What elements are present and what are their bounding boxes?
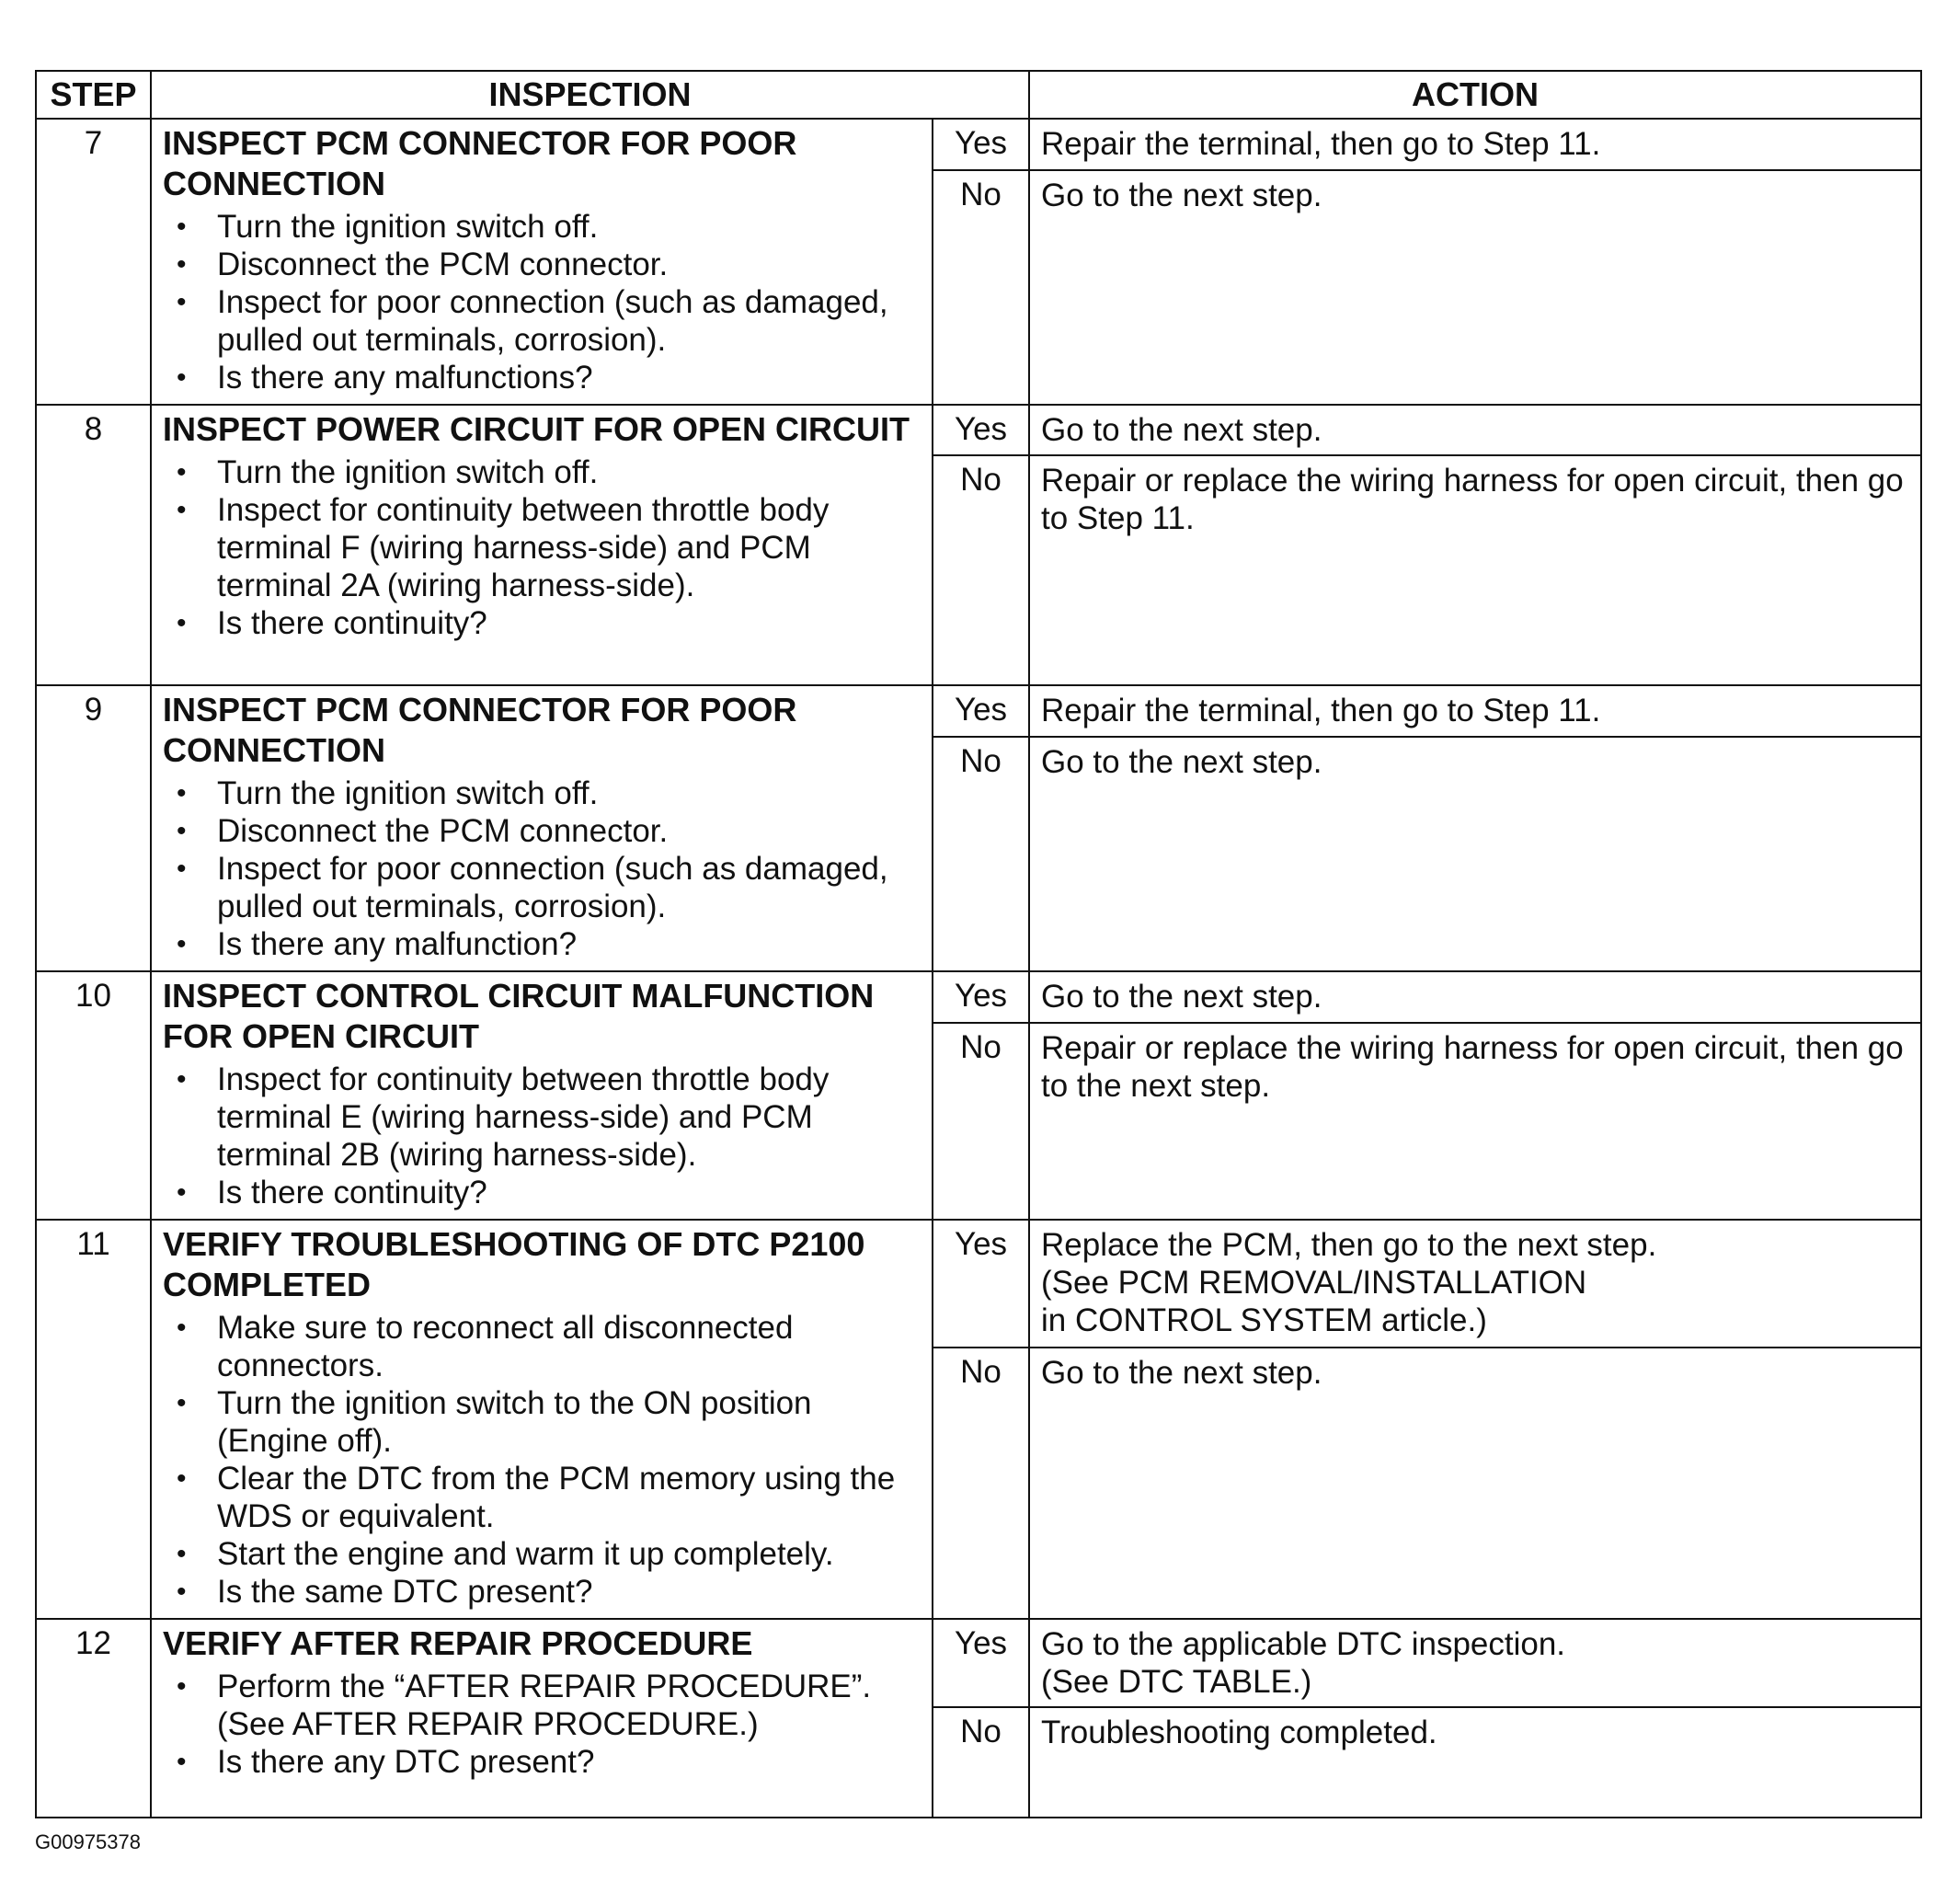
table-row — [36, 1619, 1921, 1707]
no-label: No — [933, 1348, 1029, 1619]
yes-action — [1029, 119, 1921, 170]
inspection-bullet: • Disconnect the PCM connector. — [217, 812, 924, 850]
inspection-bullet: • Is there continuity? — [217, 1174, 924, 1211]
inspection-bullet: • Turn the ignition switch off. — [217, 453, 924, 491]
header-action: ACTION — [1029, 71, 1921, 119]
yes-action-text: Repair the terminal, then go to Step 11. — [1041, 126, 1601, 162]
no-action-text: Go to the next step. — [1041, 178, 1322, 214]
inspection-cell — [151, 1220, 933, 1619]
yes-label: Yes — [933, 1220, 1029, 1348]
inspection-bullet: • Inspect for continuity between throttle body terminal F (wiring harness-side) and PCM terminal 2A (wiring harness-side). — [217, 491, 924, 604]
no-action — [1029, 737, 1921, 971]
header-step: STEP — [36, 71, 151, 119]
yes-action-text: Go to the next step. — [1041, 412, 1322, 448]
inspection-cell — [151, 685, 933, 971]
yes-action — [1029, 405, 1921, 455]
troubleshooting-table — [35, 70, 1922, 1818]
inspection-bullet: • Is there any malfunction? — [217, 925, 924, 963]
step-number: 10 — [36, 971, 151, 1220]
inspection-bullet: • Inspect for continuity between throttle body terminal E (wiring harness-side) and PCM terminal 2B (wiring harness-side). — [217, 1061, 924, 1174]
no-action — [1029, 170, 1921, 405]
yes-label: Yes — [933, 405, 1029, 455]
no-label: No — [933, 1707, 1029, 1818]
no-action — [1029, 1023, 1921, 1220]
inspection-bullet: • Disconnect the PCM connector. — [217, 246, 924, 283]
table-row — [36, 405, 1921, 455]
inspection-bullet: • Perform the “AFTER REPAIR PROCEDURE”. (See AFTER REPAIR PROCEDURE.) — [217, 1668, 924, 1743]
inspection-bullet: • Inspect for poor connection (such as damaged, pulled out terminals, corrosion). — [217, 283, 924, 359]
table-row — [36, 119, 1921, 170]
inspection-bullet: • Is there continuity? — [217, 604, 924, 642]
step-number: 12 — [36, 1619, 151, 1818]
inspection-title: INSPECT PCM CONNECTOR FOR POOR CONNECTION — [163, 124, 797, 202]
no-label: No — [933, 170, 1029, 405]
inspection-bullet: • Turn the ignition switch off. — [217, 208, 924, 246]
inspection-bullets — [163, 1061, 924, 1211]
step-number: 8 — [36, 405, 151, 685]
no-action-text: Go to the next step. — [1041, 1355, 1322, 1392]
inspection-title: INSPECT POWER CIRCUIT FOR OPEN CIRCUIT — [163, 410, 910, 448]
inspection-bullet: • Turn the ignition switch to the ON position (Engine off). — [217, 1384, 924, 1460]
figure-id: G00975378 — [35, 1830, 141, 1853]
inspection-bullet: • Start the engine and warm it up completely. — [217, 1535, 924, 1573]
yes-label: Yes — [933, 119, 1029, 170]
yes-action-text: Go to the next step. — [1041, 979, 1322, 1015]
no-action — [1029, 455, 1921, 685]
yes-action-note: in CONTROL SYSTEM article.) — [1041, 1302, 1487, 1338]
step-number: 9 — [36, 685, 151, 971]
yes-label: Yes — [933, 685, 1029, 737]
inspection-cell — [151, 1619, 933, 1818]
header-inspection: INSPECTION — [151, 71, 1029, 119]
yes-label: Yes — [933, 971, 1029, 1023]
step-number: 7 — [36, 119, 151, 405]
inspection-bullets — [163, 1309, 924, 1611]
inspection-cell — [151, 971, 933, 1220]
inspection-bullet: • Is there any DTC present? — [217, 1743, 924, 1781]
inspection-title: INSPECT CONTROL CIRCUIT MALFUNCTION FOR OPEN CIRCUIT — [163, 977, 875, 1055]
inspection-bullets — [163, 1668, 924, 1781]
inspection-bullet: • Make sure to reconnect all disconnected connectors. — [217, 1309, 924, 1384]
no-action-text: Repair or replace the wiring harness for open circuit, then go to Step 11. — [1041, 463, 1904, 536]
yes-action — [1029, 685, 1921, 737]
yes-action-text: Replace the PCM, then go to the next step. — [1041, 1227, 1657, 1263]
inspection-cell — [151, 119, 933, 405]
table-row — [36, 1220, 1921, 1348]
inspection-bullets — [163, 453, 924, 642]
inspection-bullets — [163, 774, 924, 963]
yes-action-text: Repair the terminal, then go to Step 11. — [1041, 693, 1601, 728]
no-action — [1029, 1348, 1921, 1619]
no-label: No — [933, 455, 1029, 685]
inspection-bullet: • Turn the ignition switch off. — [217, 774, 924, 812]
no-action-text: Repair or replace the wiring harness for open circuit, then go to the next step. — [1041, 1030, 1904, 1105]
yes-action-text: Go to the applicable DTC inspection. — [1041, 1626, 1566, 1662]
inspection-bullet: • Is there any malfunctions? — [217, 359, 924, 396]
yes-action-note: (See DTC TABLE.) — [1041, 1664, 1312, 1700]
step-number: 11 — [36, 1220, 151, 1619]
yes-action — [1029, 1619, 1921, 1707]
inspection-bullet: • Inspect for poor connection (such as damaged, pulled out terminals, corrosion). — [217, 850, 924, 925]
yes-action-note: (See PCM REMOVAL/INSTALLATION — [1041, 1265, 1587, 1301]
header-row — [36, 71, 1921, 119]
no-label: No — [933, 737, 1029, 971]
yes-action — [1029, 1220, 1921, 1348]
no-action — [1029, 1707, 1921, 1818]
inspection-bullets — [163, 208, 924, 396]
no-action-text: Go to the next step. — [1041, 744, 1322, 781]
no-action-text: Troubleshooting completed. — [1041, 1715, 1437, 1750]
inspection-bullet: • Clear the DTC from the PCM memory using the WDS or equivalent. — [217, 1460, 924, 1535]
table-row — [36, 971, 1921, 1023]
inspection-bullet: • Is the same DTC present? — [217, 1573, 924, 1611]
table-body — [36, 119, 1921, 1818]
inspection-title: VERIFY AFTER REPAIR PROCEDURE — [163, 1624, 753, 1662]
no-label: No — [933, 1023, 1029, 1220]
inspection-title: INSPECT PCM CONNECTOR FOR POOR CONNECTION — [163, 691, 797, 769]
inspection-cell — [151, 405, 933, 685]
yes-label: Yes — [933, 1619, 1029, 1707]
inspection-title: VERIFY TROUBLESHOOTING OF DTC P2100 COMPLETED — [163, 1225, 865, 1303]
table-row — [36, 685, 1921, 737]
yes-action — [1029, 971, 1921, 1023]
